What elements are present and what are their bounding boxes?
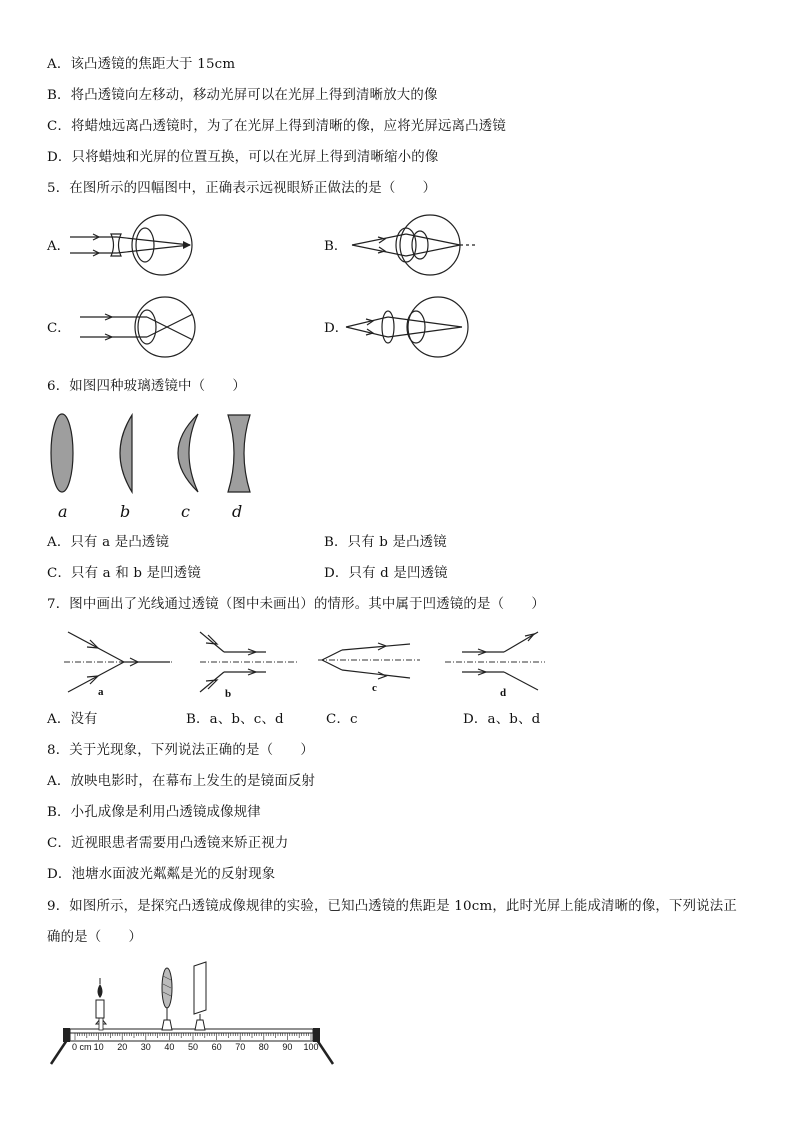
q7-fig-a-label: a: [98, 686, 104, 698]
lens-c-meniscus: [178, 414, 198, 492]
ruler-tick-label: 10: [93, 1042, 104, 1052]
ruler-tick-label: 20: [117, 1042, 128, 1052]
q5-diagram-d: [342, 292, 482, 362]
q7-ray-figure: [60, 624, 550, 704]
q5-diagram-a: [65, 210, 205, 280]
ruler-tick-label: 100: [303, 1042, 319, 1052]
lens-c-label: c: [181, 502, 190, 521]
q5-diagram-b: [348, 210, 488, 280]
q5-label-b: B．: [324, 239, 348, 254]
light-screen: [194, 962, 206, 1030]
q7-fig-d-label: d: [500, 687, 507, 699]
lens-a-label: a: [58, 502, 68, 521]
q8-stem: 8．关于光现象，下列说法正确的是（ ）: [47, 743, 314, 758]
q4-option-a: A．该凸透镜的焦距大于 15cm: [47, 57, 236, 72]
q6-stem: 6．如图四种玻璃透镜中（ ）: [47, 379, 246, 394]
q7-option-a: A．没有: [47, 712, 98, 727]
q7-stem: 7．图中画出了光线通过透镜（图中未画出）的情形。其中属于凹透镜的是（ ）: [47, 597, 545, 612]
convex-lens: [162, 968, 172, 1030]
q6-option-c: C．只有 a 和 b 是凹透镜: [47, 566, 201, 581]
q9-stem-line1: 9．如图所示，是探究凸透镜成像规律的实验，已知凸透镜的焦距是 10cm，此时光屏上能成清晰的像，下列说法正: [47, 899, 737, 914]
q7-option-c: C．c: [326, 712, 358, 727]
ruler-tick-label: 50: [187, 1042, 199, 1052]
q6-option-b: B．只有 b 是凸透镜: [324, 535, 447, 550]
q4-option-b: B．将凸透镜向左移动，移动光屏可以在光屏上得到清晰放大的像: [47, 88, 438, 103]
q5-label-a: A．: [47, 239, 71, 254]
ruler-tick-label: 70: [235, 1042, 246, 1052]
q5-label-d: D．: [324, 321, 349, 336]
ruler-tick-label: 30: [140, 1042, 151, 1052]
q9-stem-line2: 确的是（ ）: [47, 930, 143, 945]
q6-option-d: D．只有 d 是凹透镜: [324, 566, 448, 581]
ruler-tick-label: 40: [164, 1042, 175, 1052]
q7-fig-c-label: c: [372, 682, 377, 694]
lens-d-biconcave: [228, 415, 250, 492]
q5-diagram-c: [75, 292, 205, 362]
lens-a-biconvex: [51, 414, 73, 492]
lens-b-planoconvex: [120, 415, 132, 492]
ruler-tick-label: 60: [211, 1042, 222, 1052]
q5-label-c: C．: [47, 321, 71, 336]
q4-option-d: D．只将蜡烛和光屏的位置互换，可以在光屏上得到清晰缩小的像: [47, 150, 439, 165]
q8-option-d: D．池塘水面波光粼粼是光的反射现象: [47, 867, 276, 882]
q6-lens-figure: [40, 408, 270, 523]
q7-option-b: B．a、b、c、d: [186, 712, 284, 727]
ruler-labels: [94, 1042, 319, 1052]
ruler-tick-label: 90: [282, 1042, 293, 1052]
candle: [96, 978, 106, 1030]
q8-option-c: C．近视眼患者需要用凸透镜来矫正视力: [47, 836, 289, 851]
lens-b-label: b: [120, 502, 131, 521]
q7-fig-b-label: b: [225, 688, 232, 700]
q9-optical-bench: [45, 958, 335, 1070]
ruler-tick-label: 80: [258, 1042, 269, 1052]
q8-option-b: B．小孔成像是利用凸透镜成像规律: [47, 805, 261, 820]
q5-stem: 5．在图所示的四幅图中，正确表示远视眼矫正做法的是（ ）: [47, 181, 437, 196]
q4-option-c: C．将蜡烛远离凸透镜时，为了在光屏上得到清晰的像，应将光屏远离凸透镜: [47, 119, 506, 134]
ruler-unit-label: 0 cm: [72, 1042, 92, 1052]
q7-option-d: D．a、b、d: [463, 712, 541, 727]
q6-option-a: A．只有 a 是凸透镜: [47, 535, 170, 550]
q8-option-a: A．放映电影时，在幕布上发生的是镜面反射: [47, 774, 316, 789]
lens-d-label: d: [232, 502, 243, 521]
